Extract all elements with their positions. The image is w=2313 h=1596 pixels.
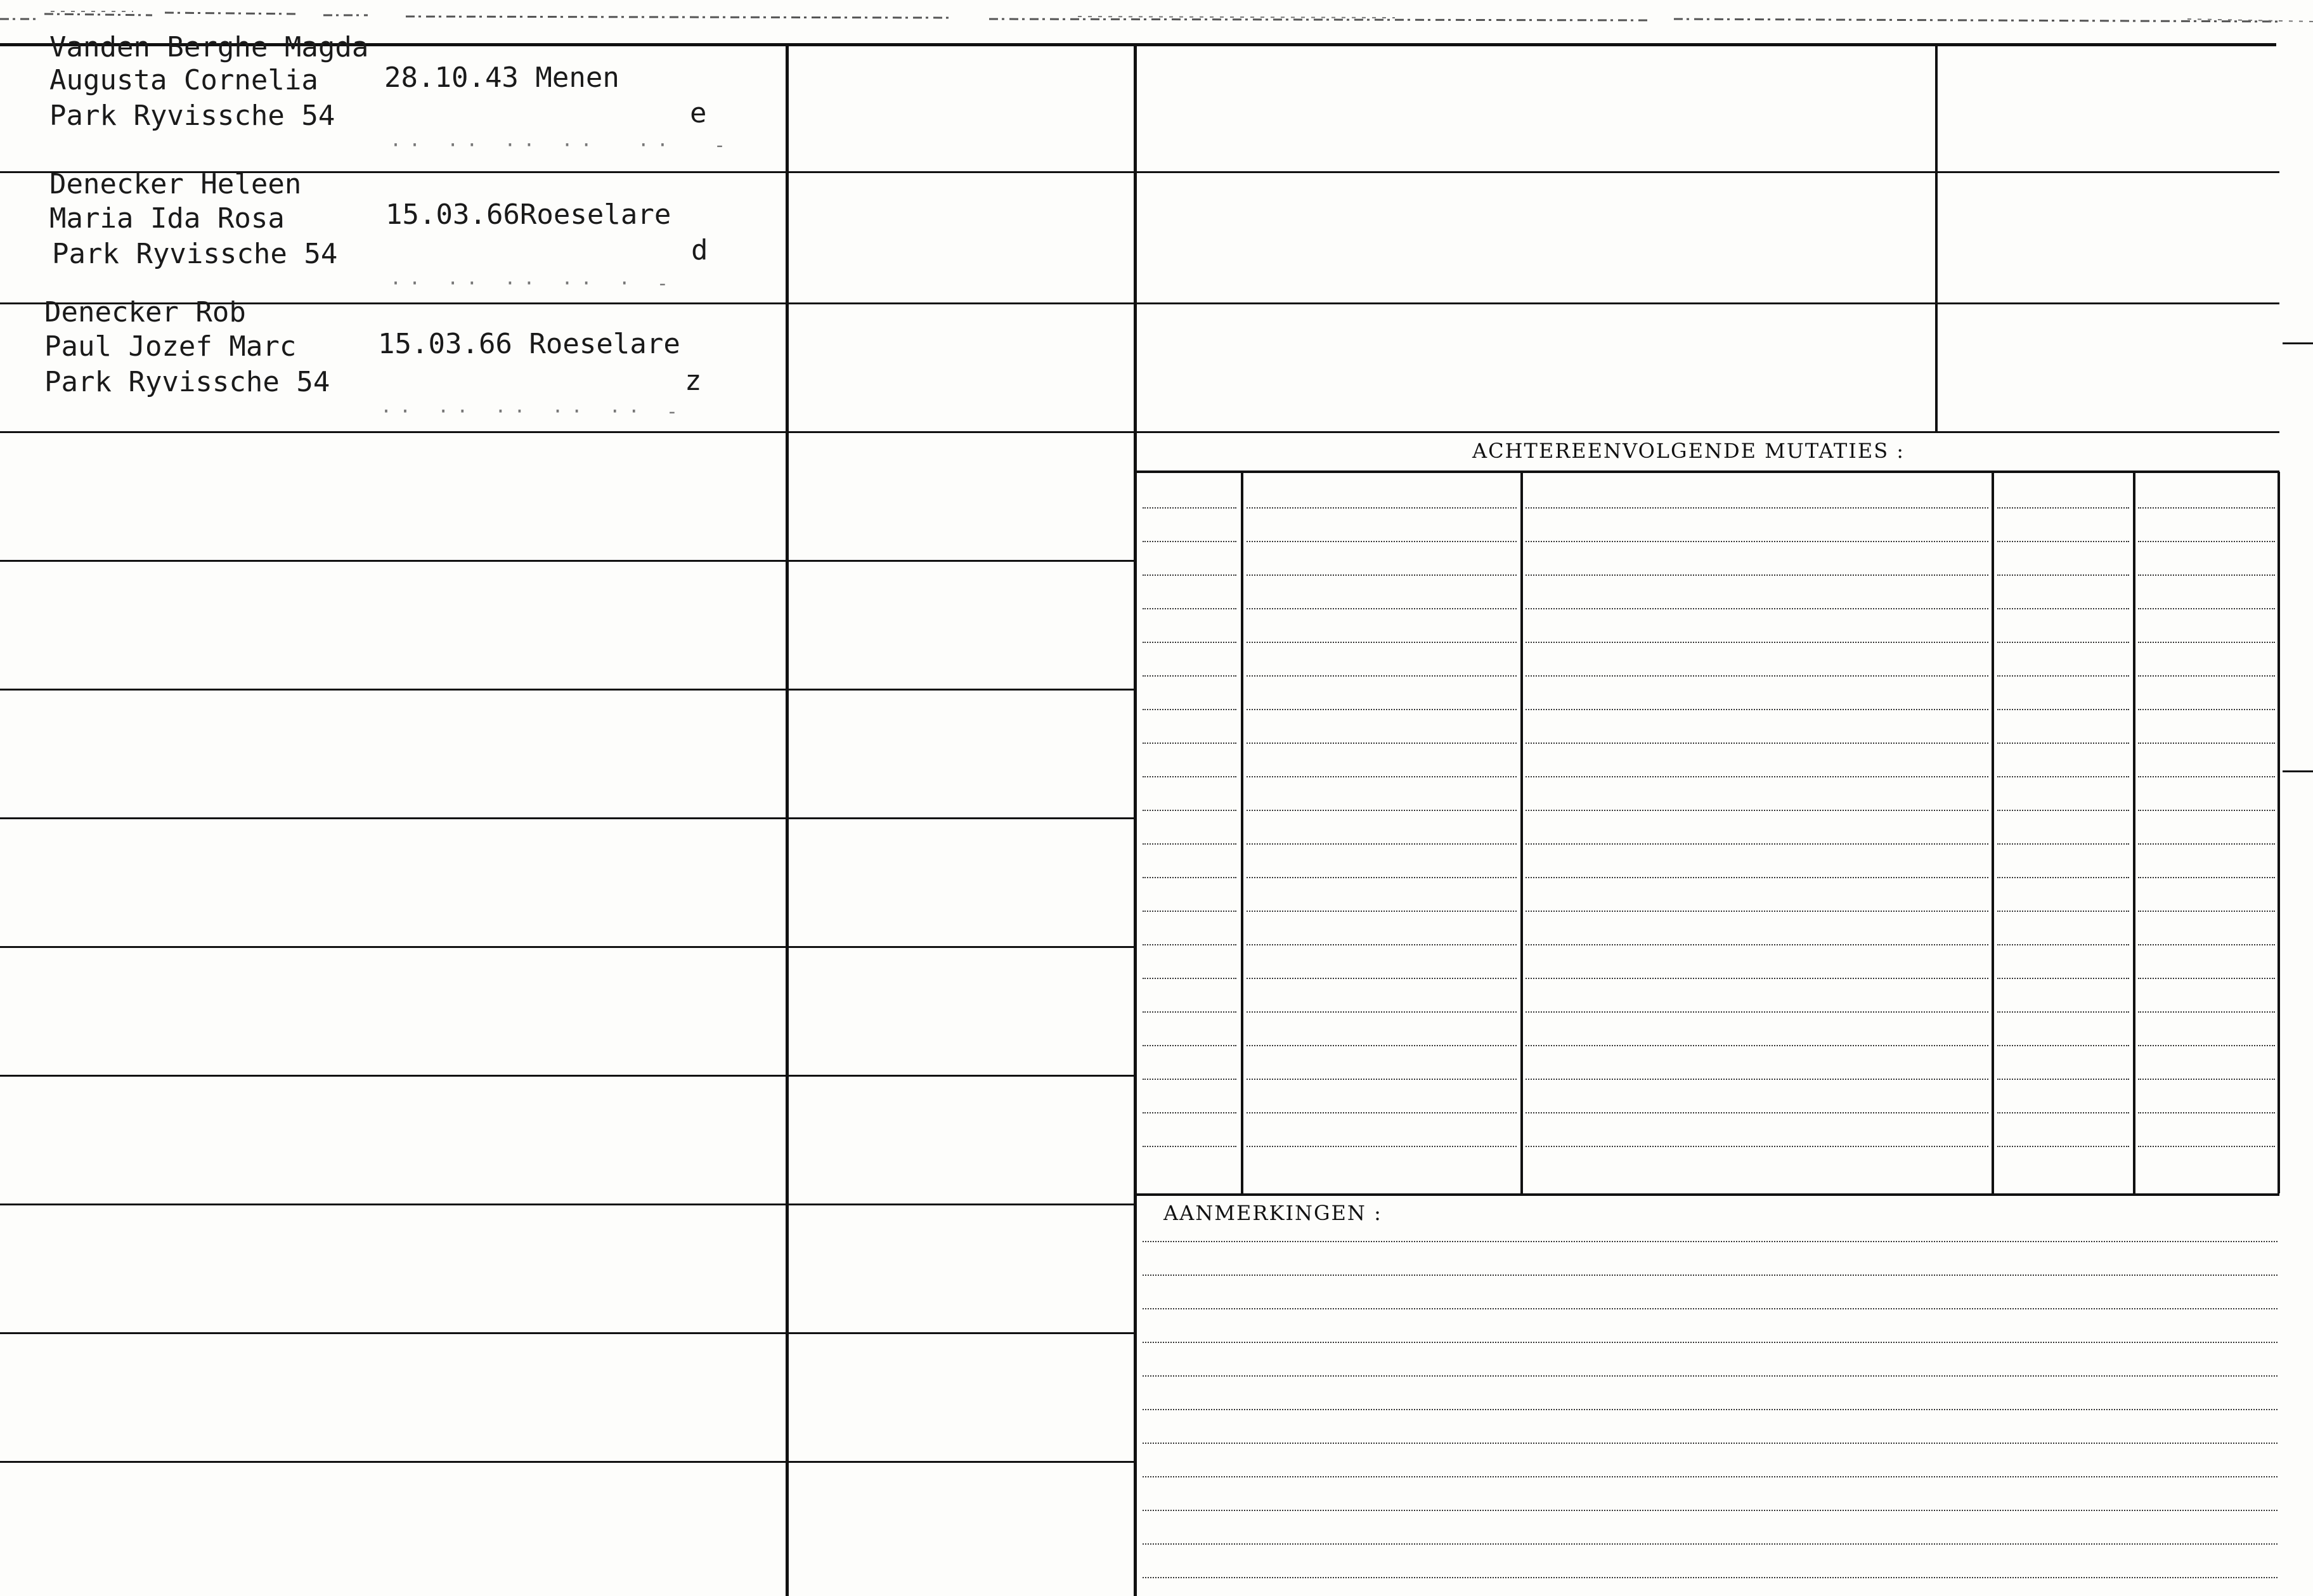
mutation-dotted-line bbox=[1143, 743, 1236, 744]
mutation-dotted-line bbox=[1143, 911, 1236, 912]
mutation-dotted-line bbox=[2138, 810, 2275, 811]
mutation-dotted-line bbox=[1143, 541, 1236, 542]
remark-dotted-line bbox=[1143, 1443, 2277, 1444]
mutations-col-divider bbox=[2277, 472, 2280, 1193]
mutation-dotted-line bbox=[1247, 675, 1517, 677]
mutation-dotted-line bbox=[1526, 642, 1988, 643]
mutations-frame-top bbox=[1135, 470, 2279, 473]
mutation-dotted-line bbox=[2138, 978, 2275, 979]
mutation-dotted-line bbox=[2138, 709, 2275, 710]
mutation-dotted-line bbox=[1143, 675, 1236, 677]
register-row-line bbox=[0, 1203, 1135, 1205]
entry-2-surname: Denecker Heleen bbox=[49, 168, 302, 200]
mutation-dotted-line bbox=[1247, 507, 1517, 509]
remark-dotted-line bbox=[1143, 1409, 2277, 1410]
mutation-dotted-line bbox=[1997, 776, 2129, 777]
register-row-line bbox=[0, 817, 1135, 819]
upper-right-col-divider bbox=[1935, 46, 1938, 432]
remark-dotted-line bbox=[1143, 1342, 2277, 1343]
mutation-dotted-line bbox=[2138, 1146, 2275, 1147]
mutation-dotted-line bbox=[1247, 978, 1517, 979]
register-col-divider bbox=[786, 46, 789, 1596]
mutation-dotted-line bbox=[2138, 574, 2275, 576]
upper-right-row-line bbox=[1135, 171, 2279, 173]
mutation-dotted-line bbox=[1247, 709, 1517, 710]
mutation-dotted-line bbox=[1526, 675, 1988, 677]
mutations-frame-bottom bbox=[1135, 1193, 2279, 1196]
mutation-dotted-line bbox=[1997, 1112, 2129, 1113]
mutation-dotted-line bbox=[1526, 1011, 1988, 1013]
mutation-dotted-line bbox=[1997, 978, 2129, 979]
mutation-dotted-line bbox=[1247, 843, 1517, 845]
mutation-dotted-line bbox=[1526, 709, 1988, 710]
mutation-dotted-line bbox=[1247, 574, 1517, 576]
mutation-dotted-line bbox=[1997, 642, 2129, 643]
mutation-dotted-line bbox=[1247, 1045, 1517, 1046]
mutation-dotted-line bbox=[2138, 877, 2275, 878]
mutations-title: ACHTEREENVOLGENDE MUTATIES : bbox=[1472, 439, 1905, 463]
remark-dotted-line bbox=[1143, 1375, 2277, 1377]
mutation-dotted-line bbox=[1526, 1146, 1988, 1147]
entry-1-birth: 28.10.43 Menen bbox=[384, 62, 619, 94]
mutation-dotted-line bbox=[1997, 911, 2129, 912]
mutation-dotted-line bbox=[1143, 1079, 1236, 1080]
mutation-dotted-line bbox=[1247, 1011, 1517, 1013]
entry-3-birth: 15.03.66 Roeselare bbox=[378, 328, 680, 360]
mutation-dotted-line bbox=[2138, 776, 2275, 777]
mutation-dotted-line bbox=[1997, 1045, 2129, 1046]
mutations-col-divider bbox=[1992, 472, 1994, 1193]
mutation-dotted-line bbox=[1997, 743, 2129, 744]
mutation-dotted-line bbox=[1526, 978, 1988, 979]
entry-3-relation-code: z bbox=[685, 365, 702, 397]
mutation-dotted-line bbox=[1997, 507, 2129, 509]
mutation-dotted-line bbox=[1247, 541, 1517, 542]
mutation-dotted-line bbox=[1143, 1011, 1236, 1013]
mutation-dotted-line bbox=[1143, 1045, 1236, 1046]
mutation-dotted-line bbox=[1247, 776, 1517, 777]
entry-2-faint-code: ·· ·· ·· ·· · - bbox=[390, 273, 676, 295]
mutations-col-divider bbox=[1520, 472, 1523, 1193]
entry-1-address: Park Ryvissche 54 bbox=[49, 100, 335, 132]
mutation-dotted-line bbox=[1997, 608, 2129, 609]
remark-dotted-line bbox=[1143, 1275, 2277, 1276]
upper-right-row-line bbox=[1135, 302, 2279, 304]
mutation-dotted-line bbox=[2138, 507, 2275, 509]
mutation-dotted-line bbox=[1997, 877, 2129, 878]
mutations-col-divider bbox=[2133, 472, 2135, 1193]
mutation-dotted-line bbox=[1526, 608, 1988, 609]
mutation-dotted-line bbox=[1526, 810, 1988, 811]
mutation-dotted-line bbox=[1247, 877, 1517, 878]
mutation-dotted-line bbox=[2138, 541, 2275, 542]
register-col-divider bbox=[1134, 46, 1137, 1596]
mutation-dotted-line bbox=[1143, 1146, 1236, 1147]
mutation-dotted-line bbox=[1247, 743, 1517, 744]
mutation-dotted-line bbox=[1247, 1146, 1517, 1147]
mutation-dotted-line bbox=[2138, 911, 2275, 912]
mutation-dotted-line bbox=[1247, 944, 1517, 945]
mutation-dotted-line bbox=[1143, 810, 1236, 811]
mutation-dotted-line bbox=[2138, 1045, 2275, 1046]
mutation-dotted-line bbox=[2138, 675, 2275, 677]
mutation-dotted-line bbox=[1997, 1011, 2129, 1013]
mutation-dotted-line bbox=[1526, 944, 1988, 945]
register-row-line bbox=[0, 1075, 1135, 1077]
mutation-dotted-line bbox=[2138, 843, 2275, 845]
mutation-dotted-line bbox=[1526, 843, 1988, 845]
mutation-dotted-line bbox=[1526, 541, 1988, 542]
mutation-dotted-line bbox=[2138, 1079, 2275, 1080]
margin-tick bbox=[2283, 342, 2313, 344]
mutation-dotted-line bbox=[2138, 608, 2275, 609]
mutation-dotted-line bbox=[1526, 1045, 1988, 1046]
mutation-dotted-line bbox=[1247, 911, 1517, 912]
entry-1-relation-code: e bbox=[690, 97, 707, 129]
mutation-dotted-line bbox=[1526, 1112, 1988, 1113]
entry-2-address: Park Ryvissche 54 bbox=[52, 238, 338, 270]
mutations-col-divider bbox=[1241, 472, 1243, 1193]
entry-3-given-names: Paul Jozef Marc bbox=[44, 330, 297, 363]
mutation-dotted-line bbox=[1997, 1146, 2129, 1147]
register-row-line bbox=[0, 1461, 1135, 1463]
entry-2-given-names: Maria Ida Rosa bbox=[49, 202, 285, 235]
mutation-dotted-line bbox=[1997, 541, 2129, 542]
mutation-dotted-line bbox=[1997, 843, 2129, 845]
mutation-dotted-line bbox=[1143, 574, 1236, 576]
mutation-dotted-line bbox=[1143, 608, 1236, 609]
mutation-dotted-line bbox=[1143, 1112, 1236, 1113]
margin-tick bbox=[2283, 770, 2313, 772]
mutation-dotted-line bbox=[1526, 911, 1988, 912]
mutation-dotted-line bbox=[1997, 574, 2129, 576]
mutation-dotted-line bbox=[1526, 743, 1988, 744]
entry-3-address: Park Ryvissche 54 bbox=[44, 366, 330, 398]
remarks-title: AANMERKINGEN : bbox=[1163, 1201, 1382, 1225]
entry-3-faint-code: ·· ·· ·· ·· ·· - bbox=[380, 401, 685, 423]
mutation-dotted-line bbox=[1143, 507, 1236, 509]
mutation-dotted-line bbox=[1247, 608, 1517, 609]
mutation-dotted-line bbox=[1997, 675, 2129, 677]
mutation-dotted-line bbox=[1143, 978, 1236, 979]
mutation-dotted-line bbox=[1143, 776, 1236, 777]
register-row-line bbox=[0, 1332, 1135, 1334]
mutation-dotted-line bbox=[2138, 1011, 2275, 1013]
mutation-dotted-line bbox=[1526, 1079, 1988, 1080]
mutation-dotted-line bbox=[1997, 1079, 2129, 1080]
remark-dotted-line bbox=[1143, 1543, 2277, 1545]
mutation-dotted-line bbox=[1526, 507, 1988, 509]
mutation-dotted-line bbox=[1997, 709, 2129, 710]
mutation-dotted-line bbox=[1143, 944, 1236, 945]
mutation-dotted-line bbox=[2138, 944, 2275, 945]
mutation-dotted-line bbox=[1247, 810, 1517, 811]
mutation-dotted-line bbox=[1526, 574, 1988, 576]
remark-dotted-line bbox=[1143, 1577, 2277, 1578]
register-row-line bbox=[0, 689, 1135, 691]
entry-2-relation-code: d bbox=[691, 234, 708, 266]
mutation-dotted-line bbox=[2138, 1112, 2275, 1113]
entry-1-given-names: Augusta Cornelia bbox=[49, 64, 318, 96]
entry-3-surname: Denecker Rob bbox=[44, 296, 246, 328]
mutation-dotted-line bbox=[1526, 776, 1988, 777]
mutation-dotted-line bbox=[1997, 944, 2129, 945]
mutation-dotted-line bbox=[1247, 1079, 1517, 1080]
register-row-line bbox=[0, 946, 1135, 948]
entry-1-faint-code: ·· ·· ·· ·· ·· - bbox=[390, 134, 734, 157]
mutation-dotted-line bbox=[1143, 843, 1236, 845]
remark-dotted-line bbox=[1143, 1476, 2277, 1477]
mutation-dotted-line bbox=[1143, 709, 1236, 710]
mutation-dotted-line bbox=[2138, 642, 2275, 643]
mutation-dotted-line bbox=[2138, 743, 2275, 744]
remark-dotted-line bbox=[1143, 1510, 2277, 1511]
entry-1-surname: Vanden Berghe Magda bbox=[49, 31, 369, 63]
mutation-dotted-line bbox=[1247, 1112, 1517, 1113]
register-row-line bbox=[0, 560, 1135, 562]
remark-dotted-line bbox=[1143, 1241, 2277, 1242]
mutation-dotted-line bbox=[1143, 642, 1236, 643]
remark-dotted-line bbox=[1143, 1308, 2277, 1309]
mutation-dotted-line bbox=[1997, 810, 2129, 811]
mutation-dotted-line bbox=[1143, 877, 1236, 878]
entry-2-birth: 15.03.66Roeselare bbox=[386, 198, 671, 231]
mutation-dotted-line bbox=[1526, 877, 1988, 878]
mutation-dotted-line bbox=[1247, 642, 1517, 643]
